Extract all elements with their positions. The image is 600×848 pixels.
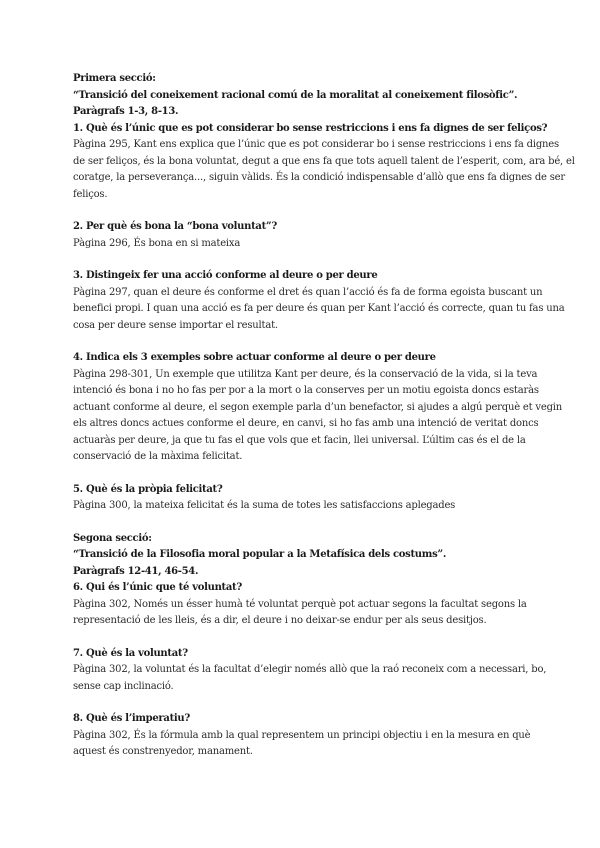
answer-8-line-2: aquest és constrenyedor, manament. (73, 746, 253, 757)
answer-5-line-1: Pàgina 300, la mateixa felicitat és la suma de totes les satisfaccions aplegades (73, 500, 456, 511)
answer-1-line-1: Pàgina 295, Kant ens explica que l’únic que es pot considerar bo i sense restriccions i ens fa dignes (73, 139, 559, 150)
spacer (73, 466, 533, 482)
answer-1-line-4: feliços. (73, 188, 108, 200)
answer-4-line-4: els altres doncs actues conforme el deure, en canvi, si ho fas amb una intenció de veritat doncs (73, 418, 539, 429)
answer-2-line-1: Pàgina 296, És bona en si mateixa (73, 237, 241, 249)
question-3: 3. Distingeix fer una acció conforme al deure o per deure (73, 270, 378, 281)
answer-3-line-1: Pàgina 297, quan el deure és conforme el dret és quan l’acció és fa de forma egoista buscant un (73, 286, 543, 298)
question-4: 4. Indica els 3 exemples sobre actuar conforme al deure o per deure (73, 352, 436, 363)
answer-7-line-1: Pàgina 302, la voluntat és la facultat d’elegir només allò que la raó reconeix com a necessari, bo, (73, 664, 547, 675)
answer-3-line-3: cosa per deure sense importar el resultat. (73, 319, 278, 331)
spacer (73, 630, 533, 646)
section-1-heading: Primera secció: (73, 73, 156, 84)
answer-1-line-2: de ser feliços, és la bona voluntat, degut a que ens fa que tots aquell talent de l’esperit, com, ara bé, el (73, 155, 575, 167)
spacer (73, 252, 533, 268)
answer-6-line-1: Pàgina 302, Només un ésser humà té voluntat perquè pot actuar segons la facultat segons la (73, 598, 527, 610)
answer-3-line-2: benefici propi. I quan una acció es fa per deure és quan per Kant l’acció és correcte, quan tu fas una (73, 303, 565, 314)
answer-4-line-5: actuaràs per deure, ja que tu fas el que vols que et facin, llei universal. L’últim cas és el de la (73, 434, 526, 446)
answer-1-line-3: coratge, la perseverança..., siguin vàlids. És la condició indispensable d’allò que ens fa dignes de ser (73, 172, 565, 183)
question-1: 1. Què és l’únic que es pot considerar bo sense restriccions i ens fa dignes de ser feliços? (73, 122, 548, 134)
answer-7-line-2: sense cap inclinació. (73, 680, 174, 692)
document-page (73, 71, 575, 761)
question-6: 6. Qui és l’únic que té voluntat? (73, 582, 242, 593)
answer-6-line-2: representació de les lleis, és a dir, el deure i no deixar-se endur per als seus desitjos. (73, 615, 487, 626)
question-8: 8. Què és l’imperatiu? (73, 713, 190, 724)
section-2-title: “Transició de la Filosofia moral popular a la Metafísica dels costums”. (73, 549, 447, 560)
answer-4-line-1: Pàgina 298-301, Un exemple que utilitza Kant per deure, és la conservació de la vida, si la teva (73, 368, 538, 380)
answer-4-line-3: actuant conforme al deure, el segon exemple parla d’un benefactor, si ajudes a algú perquè et vegin (73, 401, 563, 413)
answer-4-line-6: conservació de la màxima felicitat. (73, 451, 243, 462)
spacer (73, 695, 533, 711)
section-1-paragraphs: Paràgrafs 1-3, 8-13. (73, 106, 179, 117)
answer-8-line-1: Pàgina 302, És la fórmula amb la qual representem un principi objectiu i en la mesura en què (73, 729, 531, 741)
section-2-paragraphs: Paràgrafs 12-41, 46-54. (73, 565, 199, 577)
question-7: 7. Què és la voluntat? (73, 647, 188, 659)
question-2: 2. Per què és bona la “bona voluntat”? (73, 221, 277, 232)
answer-4-line-2: intenció és bona i no ho fas per por a la mort o la conserves per un motiu egoista doncs estaràs (73, 385, 539, 396)
section-2-heading: Segona secció: (73, 532, 152, 544)
question-5: 5. Què és la pròpia felicitat? (73, 483, 223, 495)
spacer (73, 334, 533, 350)
spacer (73, 203, 533, 219)
section-1-title: “Transició del coneixement racional comú de la moralitat al coneixement filosòfic”. (73, 89, 518, 101)
spacer (73, 515, 533, 531)
